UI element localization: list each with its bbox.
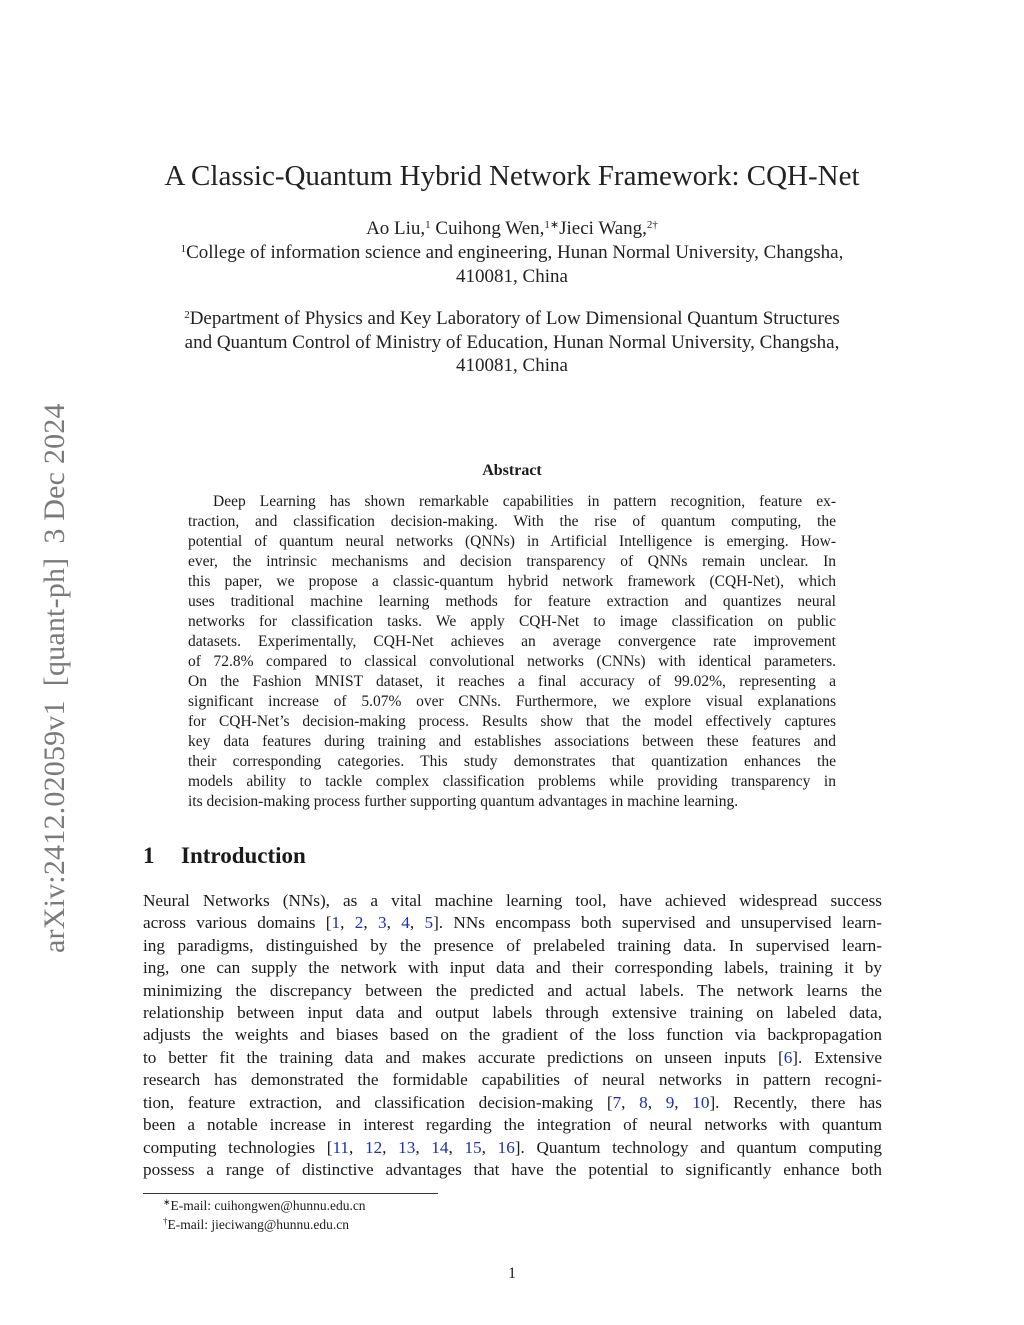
- affiliation-text: College of information science and engineering, Hunan Normal University, Changsha,: [186, 242, 844, 263]
- footnote-text: E-mail: cuihongwen@hunnu.edu.cn: [170, 1198, 366, 1213]
- abstract-line: models ability to tackle complex classification problems while providing transparency in: [188, 773, 836, 790]
- citation-link[interactable]: 9: [665, 1093, 675, 1112]
- section-title: Introduction: [181, 843, 306, 868]
- author-line: [0, 218, 1024, 240]
- body-text: ]. Quantum technology and quantum computing: [514, 1138, 882, 1157]
- citation-link[interactable]: 15: [464, 1138, 482, 1157]
- abstract-line: datasets. Experimentally, CQH-Net achieves an average convergence rate improvement: [188, 633, 836, 650]
- paper-title: A Classic-Quantum Hybrid Network Framework: CQH-Net: [164, 160, 860, 192]
- abstract-line: of 72.8% compared to classical convolutional networks (CNNs) with identical parameters.: [188, 653, 836, 670]
- citation-link[interactable]: 5: [424, 913, 434, 932]
- body-line: computing technologies [11, 12, 13, 14, 15, 16]. Quantum technology and quantum computing: [143, 1138, 882, 1157]
- citation-link[interactable]: 10: [692, 1093, 710, 1112]
- author-name: Ao Liu,: [366, 218, 426, 239]
- body-text: computing technologies [: [143, 1138, 333, 1157]
- affiliation-line: [0, 242, 1024, 264]
- citation-link[interactable]: 7: [612, 1093, 622, 1112]
- citation-link[interactable]: 8: [639, 1093, 648, 1112]
- abstract-line: potential of quantum neural networks (QNNs) in Artificial Intelligence is emerging. How-: [188, 533, 836, 550]
- body-line: research has demonstrated the formidable capabilities of neural networks in pattern recogni-: [143, 1070, 882, 1089]
- affil-mark: 2: [184, 309, 190, 321]
- author-affil-mark: 2†: [646, 219, 658, 231]
- arxiv-category: [quant-ph]: [38, 557, 71, 687]
- body-line: ing paradigms, distinguished by the presence of prelabeled training data. In supervised learn-: [143, 936, 882, 955]
- author-name: Cuihong Wen,: [435, 218, 545, 239]
- body-text: ]. NNs encompass both supervised and unsupervised learn-: [433, 913, 883, 932]
- body-text: tion, feature extraction, and classification decision-making [: [143, 1093, 613, 1112]
- body-line: possess a range of distinctive advantages that have the potential to significantly enhance both: [143, 1160, 882, 1179]
- footnote-mark: ∗: [163, 1197, 171, 1207]
- affiliation-line: and Quantum Control of Ministry of Education, Hunan Normal University, Changsha,: [184, 332, 840, 353]
- abstract-line: uses traditional machine learning methods for feature extraction and quantizes neural: [188, 593, 836, 610]
- body-line: relationship between input data and output labels through extensive training on labeled data,: [143, 1003, 882, 1022]
- footnote-rule: [143, 1193, 438, 1194]
- arxiv-stamp: [38, 343, 71, 953]
- body-line: tion, feature extraction, and classification decision-making [7, 8, 9, 10]. Recently, there has: [143, 1093, 882, 1112]
- footnote: [163, 1198, 366, 1214]
- footnote-text: E-mail: jieciwang@hunnu.edu.cn: [167, 1217, 350, 1232]
- citation-link[interactable]: 2: [354, 913, 364, 932]
- abstract-line: key data features during training and establishes associations between these features and: [188, 733, 836, 750]
- page-number: 1: [508, 1265, 516, 1282]
- citation-link[interactable]: 16: [497, 1138, 515, 1157]
- abstract-line: networks for classification tasks. We apply CQH-Net to image classification on public: [188, 613, 836, 630]
- footnote-mark: †: [163, 1216, 168, 1226]
- footnote: [163, 1217, 349, 1233]
- body-line: ing, one can supply the network with input data and their corresponding labels, training it by: [143, 958, 882, 977]
- citation-link[interactable]: 6: [783, 1048, 793, 1067]
- abstract-line: ever, the intrinsic mechanisms and decision transparency of QNNs remain unclear. In: [188, 553, 836, 570]
- body-line: been a notable increase in interest regarding the integration of neural networks with quantum: [143, 1115, 882, 1134]
- affil-mark: 1: [180, 243, 187, 255]
- section-number: 1: [143, 843, 155, 868]
- body-line: [143, 1047, 882, 1069]
- abstract-line: Deep Learning has shown remarkable capabilities in pattern recognition, feature ex-: [213, 493, 836, 510]
- arxiv-date: 3 Dec 2024: [38, 403, 71, 544]
- citation-link[interactable]: 12: [364, 1138, 383, 1157]
- arxiv-id: arXiv:2412.02059v1: [38, 700, 71, 953]
- citation-link[interactable]: 13: [398, 1138, 416, 1157]
- body-text: ]. Extensive: [792, 1048, 882, 1067]
- body-text: to better fit the training data and makes accurate predictions on unseen inputs [: [143, 1048, 784, 1067]
- citation-link[interactable]: 3: [378, 913, 387, 932]
- abstract-line: its decision-making process further supporting quantum advantages in machine learning.: [188, 793, 739, 810]
- abstract-line: this paper, we propose a classic-quantum hybrid network framework (CQH-Net), which: [188, 573, 836, 590]
- abstract-line: significant increase of 5.07% over CNNs. Furthermore, we explore visual explanations: [188, 693, 836, 710]
- author-affil-mark: 1: [425, 219, 431, 231]
- body-text: ]. Recently, there has: [709, 1093, 882, 1112]
- body-line: Neural Networks (NNs), as a vital machine learning tool, have achieved widespread success: [143, 891, 882, 910]
- abstract-line: their corresponding categories. This study demonstrates that quantization enhances the: [188, 753, 836, 770]
- affiliation-line: 410081, China: [456, 266, 568, 287]
- citation-link[interactable]: 14: [431, 1138, 449, 1157]
- body-line: minimizing the discrepancy between the predicted and actual labels. The network learns the: [143, 981, 882, 1000]
- affiliation-line: [0, 308, 1024, 330]
- abstract-line: On the Fashion MNIST dataset, it reaches a final accuracy of 99.02%, representing a: [188, 673, 836, 690]
- citation-link[interactable]: 1: [331, 913, 341, 932]
- body-text: across various domains [: [143, 913, 332, 932]
- abstract-line: traction, and classification decision-making. With the rise of quantum computing, the: [188, 513, 836, 530]
- citation-link[interactable]: 11: [332, 1138, 350, 1157]
- section-heading: [143, 843, 306, 869]
- citation-link[interactable]: 4: [401, 913, 410, 932]
- affiliation-line: 410081, China: [456, 355, 568, 376]
- abstract-heading: Abstract: [482, 462, 542, 479]
- body-line: across various domains [1, 2, 3, 4, 5]. NNs encompass both supervised and unsupervised learn-: [143, 913, 883, 932]
- body-line: adjusts the weights and biases based on the gradient of the loss function via backpropagation: [143, 1025, 882, 1044]
- author-affil-mark: 1∗: [544, 219, 560, 231]
- affiliation-text: Department of Physics and Key Laboratory of Low Dimensional Quantum Structures: [189, 308, 840, 329]
- abstract-line: for CQH-Net’s decision-making process. Results show that the model effectively captures: [188, 713, 836, 730]
- author-name: Jieci Wang,: [559, 218, 647, 239]
